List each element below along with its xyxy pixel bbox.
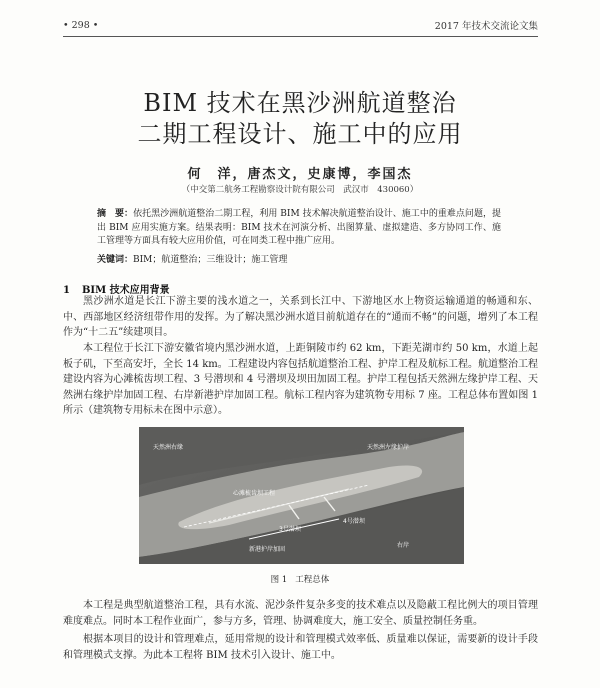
body-paragraph-3: 本工程是典型航道整治工程，具有水流、泥沙条件复杂多变的技术难点以及隐蔽工程比例大的项目管理难度难点。同时本工程作业面广，参与方多，管理、协调难度大，施工安全、质量控制任务重。 <box>63 600 538 627</box>
abstract <box>97 208 501 249</box>
author-list: 何 洋，唐杰文，史康博，李国杰 <box>187 167 413 182</box>
publication-title: 2017 年技术交流论文集 <box>434 21 538 32</box>
annotation-label: 天然洲左缘护岸 <box>367 444 410 451</box>
annotation-label: 心滩梳齿坝工程 <box>233 490 276 497</box>
section-title: BIM 技术应用背景 <box>81 285 170 296</box>
running-head <box>63 17 538 33</box>
figure-label: 图 1 <box>270 575 288 585</box>
body-paragraph-1: 黑沙洲水道是长江下游主要的浅水道之一，关系到长江中、下游地区水上物资运输通道的畅通和东、中、西部地区经济纽带作用的发挥。为了解决黑沙洲水道目前航道存在的“通而不畅”的问题，增列了本工程作为“十二五”续建项目。 <box>63 296 538 338</box>
annotation-label: 新港护岸加固 <box>249 546 286 553</box>
title-line-1: BIM 技术在黑沙洲航道整治 <box>143 89 457 117</box>
figure-caption <box>0 573 600 585</box>
title-line-2: 二期工程设计、施工中的应用 <box>137 120 463 148</box>
header-rule <box>63 36 538 37</box>
figure-1-aerial-map <box>139 427 464 564</box>
annotation-label: 右岸 <box>397 542 410 549</box>
article-title <box>0 88 600 150</box>
annotation-label: 3号潜坝 <box>279 526 301 533</box>
affiliation: （中交第二航务工程勘察设计院有限公司 武汉市 430060） <box>181 185 419 195</box>
abstract-label: 摘 要： <box>97 209 134 219</box>
keywords-text: BIM；航道整治；三维设计；施工管理 <box>133 255 288 265</box>
section-number: 1 <box>63 285 70 296</box>
body-paragraph-2: 本工程位于长江下游安徽省境内黑沙洲水道，上距铜陵市约 62 km，下距芜湖市约 50 km，水道上起板子矶，下至高安圩，全长 14 km。工程建设内容包括航道整治工程、护岸工程及航标工程。航道整治工程建设内容为心滩梳齿坝工程、3 号潜坝和 4 号潜坝及坝田加固工程。护岸工程包括天然洲左缘护岸工程、天然洲右缘护岸加固工程、右岸新港护岸加固工程。航标工程内容为建筑物专用标 7 座。工程总体布置如图 1 所示（建筑物专用标未在图中示意）。 <box>63 343 538 416</box>
figure-caption-text: 工程总体 <box>295 575 330 585</box>
keywords-label: 关键词： <box>97 255 134 265</box>
keywords <box>97 252 501 265</box>
body-paragraph-4: 根据本项目的设计和管理难点，延用常规的设计和管理模式效率低、质量难以保证，需要新的设计手段和管理模式支撑。为此本工程将 BIM 技术引入设计、施工中。 <box>63 634 538 661</box>
abstract-text: 依托黑沙洲航道整治二期工程，利用 BIM 技术解决航道整治设计、施工中的重难点问题，提出 BIM 应用实施方案。结果表明：BIM 技术在河演分析、出图算量、虚拟建造、多方协同工作、施工管理等方面具有较大应用价值，可在同类工程中推广应用。 <box>97 209 501 246</box>
annotation-label: 天然洲右缘 <box>153 444 184 451</box>
page-number: • 298 • <box>63 19 99 31</box>
annotation-label: 4号潜坝 <box>343 518 365 525</box>
